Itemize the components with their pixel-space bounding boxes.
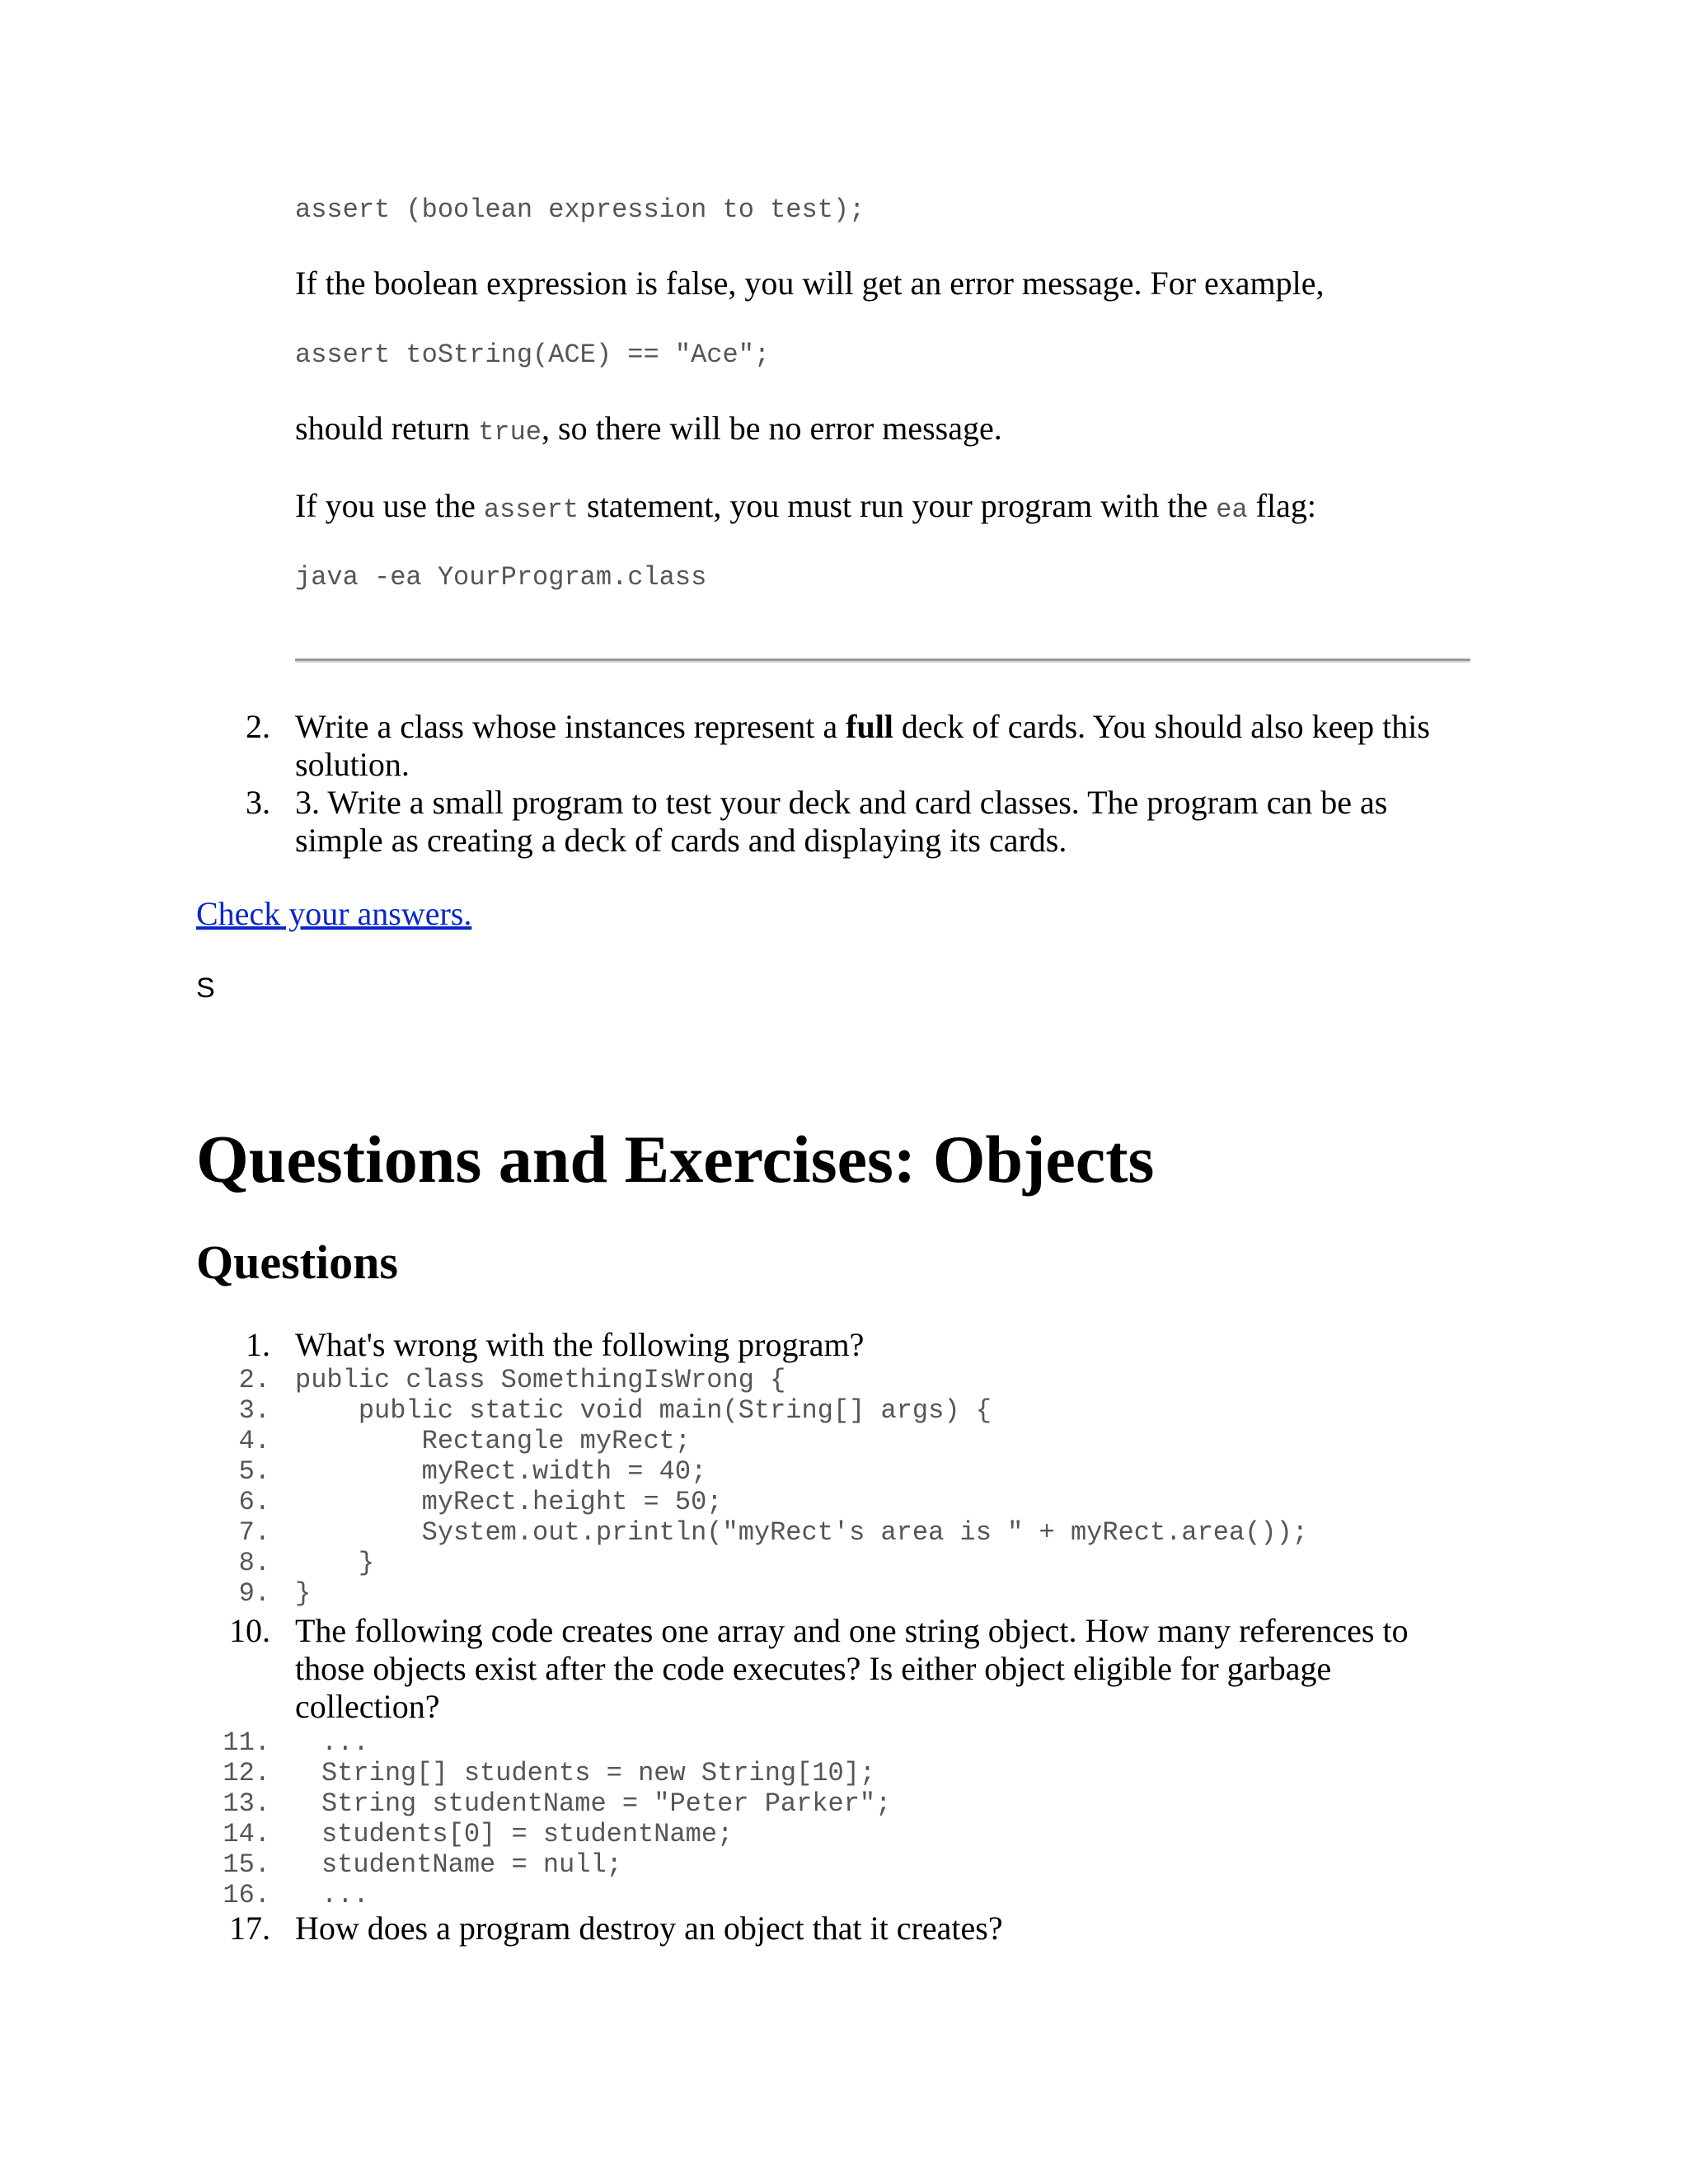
question-10-line2: those objects exist after the code executes? Is either object eligible for garbage — [295, 1650, 1332, 1687]
code-line-number: 4. — [238, 1426, 270, 1456]
text-segment: statement, you must run your program with the — [579, 487, 1217, 524]
inline-code-assert: assert — [483, 494, 579, 525]
check-answers-link[interactable]: Check your answers. — [196, 895, 472, 932]
list-item-number: 10. — [229, 1612, 270, 1649]
code-line: myRect.height = 50; — [295, 1487, 723, 1517]
code-line-number: 5. — [238, 1456, 270, 1487]
code-line-number: 11. — [223, 1727, 270, 1758]
code-line: String studentName = "Peter Parker"; — [321, 1788, 892, 1819]
code-line: } — [295, 1548, 375, 1578]
list-item-number: 2. — [246, 708, 270, 745]
text-segment: Write a class whose instances represent a — [295, 708, 846, 745]
question-10-line3: collection? — [295, 1688, 440, 1725]
code-line: studentName = null; — [321, 1849, 622, 1880]
code-line-number: 16. — [223, 1880, 270, 1910]
code-line-number: 2. — [238, 1365, 270, 1395]
text-segment: should return — [295, 410, 479, 447]
stray-character: S — [196, 972, 215, 1004]
java-command-code: java -ea YourProgram.class — [295, 562, 707, 593]
code-line-number: 9. — [238, 1578, 270, 1609]
code-line: public class SomethingIsWrong { — [295, 1365, 786, 1395]
question-10-line1: The following code creates one array and one string object. How many references to — [295, 1612, 1409, 1649]
code-line: myRect.width = 40; — [295, 1456, 707, 1487]
inline-code-ea: ea — [1216, 494, 1248, 525]
horizontal-rule — [295, 658, 1470, 663]
exercise-2-line2: solution. — [295, 746, 410, 783]
code-line-number: 12. — [223, 1758, 270, 1788]
text-segment: If you use the — [295, 487, 484, 524]
assert-syntax-code: assert (boolean expression to test); — [295, 194, 865, 225]
list-item-number: 1. — [246, 1326, 270, 1363]
code-line: } — [295, 1578, 312, 1609]
code-line: students[0] = studentName; — [321, 1819, 734, 1849]
bold-full: full — [846, 708, 893, 745]
exercise-3-line2: simple as creating a deck of cards and displaying its cards. — [295, 822, 1067, 859]
code-line: ... — [321, 1727, 369, 1758]
paragraph-ea-flag — [295, 486, 1316, 525]
question-17-text: How does a program destroy an object that it creates? — [295, 1910, 1003, 1947]
list-item-number: 3. — [246, 784, 270, 821]
text-segment: flag: — [1247, 487, 1316, 524]
assert-example-code: assert toString(ACE) == "Ace"; — [295, 340, 771, 370]
code-line: public static void main(String[] args) { — [295, 1395, 992, 1426]
page-title: Questions and Exercises: Objects — [196, 1122, 1155, 1197]
section-heading-questions: Questions — [196, 1235, 398, 1289]
code-line-number: 14. — [223, 1819, 270, 1849]
text-segment: , so there will be no error message. — [542, 410, 1002, 447]
code-line-number: 15. — [223, 1849, 270, 1880]
code-line-number: 13. — [223, 1788, 270, 1819]
code-line: String[] students = new String[10]; — [321, 1758, 876, 1788]
code-line-number: 8. — [238, 1548, 270, 1578]
question-1-text: What's wrong with the following program? — [295, 1326, 865, 1363]
code-line-number: 3. — [238, 1395, 270, 1426]
list-item-number: 17. — [229, 1910, 270, 1947]
code-line-number: 6. — [238, 1487, 270, 1517]
code-line: ... — [321, 1880, 369, 1910]
paragraph-should-return — [295, 409, 1002, 448]
text-segment: deck of cards. You should also keep this — [893, 708, 1430, 745]
code-line-number: 7. — [238, 1517, 270, 1548]
paragraph-assert-explanation: If the boolean expression is false, you will get an error message. For example, — [295, 265, 1325, 302]
code-line: System.out.println("myRect's area is " + myRect.area()); — [295, 1517, 1308, 1548]
inline-code-true: true — [478, 417, 542, 448]
code-line: Rectangle myRect; — [295, 1426, 692, 1456]
exercise-2-line1 — [295, 707, 1430, 746]
exercise-3-line1: 3. Write a small program to test your deck and card classes. The program can be as — [295, 784, 1388, 821]
